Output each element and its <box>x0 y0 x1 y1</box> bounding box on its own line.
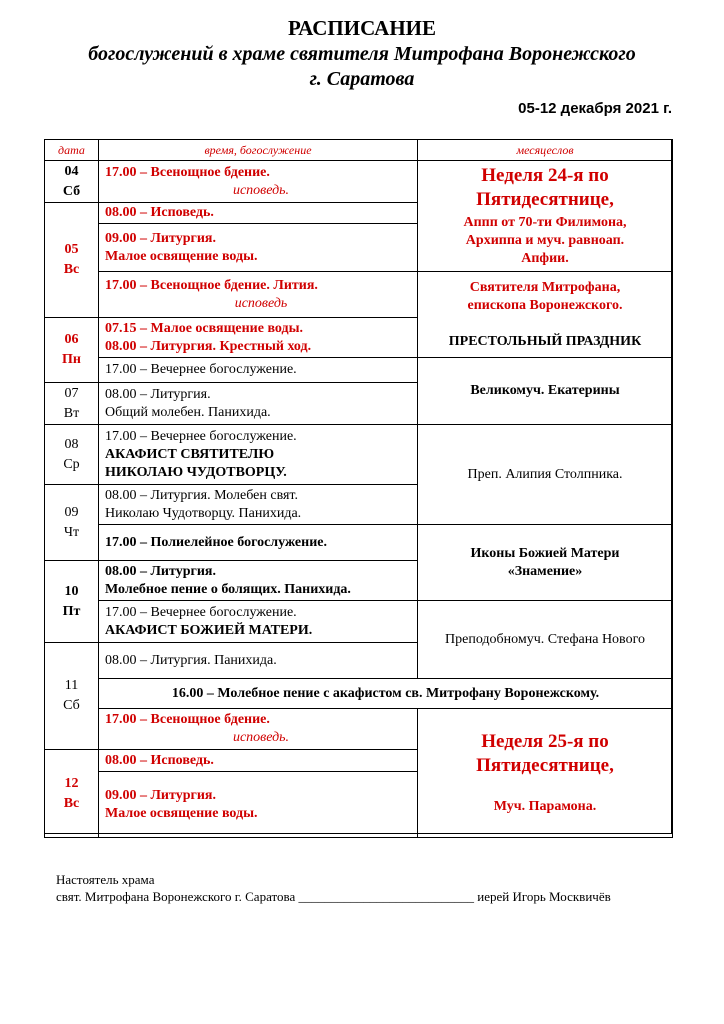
date-cell-04: 04 Сб <box>45 161 99 203</box>
header-date: дата <box>45 140 99 161</box>
service-cell: 08.00 – Исповедь. <box>99 203 418 224</box>
service-cell: 17.00 – Всенощное бдение. исповедь. <box>99 161 418 203</box>
service-cell: 08.00 – Литургия. Молебное пение о болящих. Панихида. <box>99 561 418 601</box>
calendar-cell-4: Преп. Алипия Столпника. <box>418 425 673 525</box>
service-cell: 17.00 – Полиелейное богослужение. <box>99 525 418 561</box>
date-cell-08: 08 Ср <box>45 425 99 485</box>
table-row <box>45 272 673 318</box>
calendar-cell-7: Неделя 25-я по Пятидесятнице, Муч. Парамона. <box>418 709 673 838</box>
calendar-cell-6: Преподобномуч. Стефана Нового <box>418 601 673 679</box>
service-cell: 08.00 – Исповедь. <box>99 750 418 772</box>
schedule-table <box>44 139 673 838</box>
footer-line-1: Настоятель храма <box>56 872 155 887</box>
service-cell: 08.00 – Литургия. Молебен свят. Николаю Чудотворцу. Панихида. <box>99 485 418 525</box>
date-cell-07: 07 Вт <box>45 383 99 425</box>
service-cell: 08.00 – Литургия. Общий молебен. Панихида. <box>99 383 418 425</box>
service-cell: 09.00 – Литургия. Малое освящение воды. <box>99 772 418 838</box>
header-calendar: месяцеслов <box>418 140 673 161</box>
service-cell: 07.15 – Малое освящение воды. 08.00 – Литургия. Крестный ход. <box>99 318 418 358</box>
service-cell: 17.00 – Всенощное бдение. Лития. исповедь <box>99 272 418 318</box>
date-cell-12: 12 Вс <box>45 750 99 838</box>
subtitle-line-2: г. Саратова <box>309 68 415 90</box>
table-row <box>45 709 673 750</box>
page-subtitle <box>0 42 724 92</box>
service-cell: 17.00 – Вечернее богослужение. АКАФИСТ СВЯТИТЕЛЮ НИКОЛАЮ ЧУДОТВОРЦУ. <box>99 425 418 485</box>
page-title: РАСПИСАНИЕ <box>287 16 437 40</box>
calendar-cell-2: Святителя Митрофана, епископа Воронежского. ПРЕСТОЛЬНЫЙ ПРАЗДНИК <box>418 272 673 358</box>
calendar-cell-5: Иконы Божией Матери «Знамение» <box>418 525 673 601</box>
header-service: время, богослужение <box>99 140 418 161</box>
table-row <box>45 161 673 203</box>
table-row <box>45 358 673 383</box>
date-range: 05-12 декабря 2021 г. <box>518 100 672 117</box>
calendar-cell-1: Неделя 24-я по Пятидесятнице, Аппп от 70-ти Филимона, Архиппа и муч. равноап. Апфии. <box>418 161 673 272</box>
date-cell-10: 10 Пт <box>45 561 99 643</box>
service-cell: 17.00 – Всенощное бдение. исповедь. <box>99 709 418 750</box>
date-cell-11: 11 Сб <box>45 643 99 750</box>
date-cell-06: 06 Пн <box>45 318 99 383</box>
service-cell: 17.00 – Вечернее богослужение. АКАФИСТ БОЖИЕЙ МАТЕРИ. <box>99 601 418 643</box>
subtitle-line-1: богослужений в храме святителя Митрофана Воронежского <box>88 43 636 65</box>
table-row <box>45 425 673 485</box>
date-cell-05: 05 Вс <box>45 203 99 318</box>
table-header-row <box>45 140 673 161</box>
service-cell-wide: 16.00 – Молебное пение с акафистом св. Митрофану Воронежскому. <box>99 679 673 709</box>
calendar-cell-3: Великомуч. Екатерины <box>418 358 673 425</box>
table-row <box>45 525 673 561</box>
date-cell-09: 09 Чт <box>45 485 99 561</box>
service-cell: 17.00 – Вечернее богослужение. <box>99 358 418 383</box>
service-cell: 09.00 – Литургия. Малое освящение воды. <box>99 224 418 272</box>
service-cell: 08.00 – Литургия. Панихида. <box>99 643 418 679</box>
footer-line-2: свят. Митрофана Воронежского г. Саратова ___________________________ иерей Игорь Москвичёв <box>56 889 611 904</box>
table-row <box>45 679 673 709</box>
table-row <box>45 601 673 643</box>
